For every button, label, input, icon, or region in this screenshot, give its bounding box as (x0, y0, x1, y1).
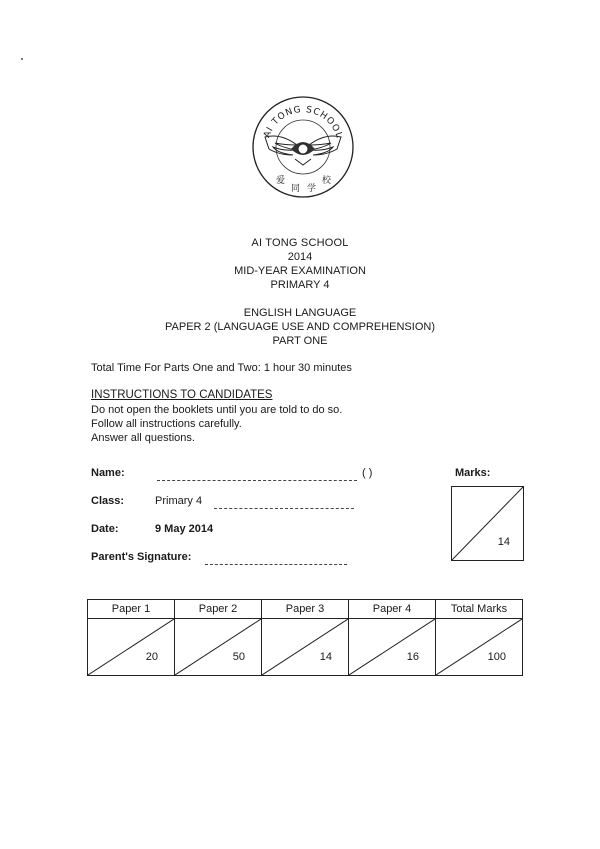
paper-2-header: Paper 2 (175, 600, 262, 619)
class-field[interactable] (214, 508, 354, 509)
instruction-line: Answer all questions. (91, 432, 195, 444)
paper-4-score-cell (349, 619, 436, 676)
total-score-cell (436, 619, 523, 676)
paper-title: PAPER 2 (LANGUAGE USE AND COMPREHENSION) (165, 321, 435, 333)
stray-mark (21, 58, 23, 60)
svg-text:校: 校 (322, 176, 332, 186)
paper-1-score-cell (88, 619, 175, 676)
paper-3-score-cell (262, 619, 349, 676)
exam-year: 2014 (287, 251, 313, 263)
instruction-line: Follow all instructions carefully. (91, 418, 242, 430)
school-crest-logo (251, 95, 355, 199)
svg-text:同: 同 (291, 184, 301, 194)
subject-title: ENGLISH LANGUAGE (243, 307, 357, 319)
marks-score: 14 (497, 536, 510, 548)
marks-diagonal (452, 487, 523, 560)
school-name: AI TONG SCHOOL (251, 237, 349, 249)
paper-4-score: 16 (406, 651, 419, 663)
paper-2-score: 50 (232, 651, 245, 663)
class-label: Class: (91, 495, 125, 507)
instructions-heading: INSTRUCTIONS TO CANDIDATES (91, 389, 273, 401)
svg-text:学: 学 (307, 184, 317, 194)
paper-1-header: Paper 1 (88, 600, 175, 619)
name-label: Name: (91, 467, 125, 479)
paper-3-header: Paper 3 (262, 600, 349, 619)
paper-4-header: Paper 4 (349, 600, 436, 619)
paper-scores-table (87, 599, 523, 676)
total-marks-header: Total Marks (436, 600, 523, 619)
exam-level: PRIMARY 4 (270, 279, 330, 291)
paper-2-score-cell (175, 619, 262, 676)
marks-box (451, 486, 524, 561)
parent-signature-label: Parent's Signature: (91, 551, 192, 563)
svg-text:爱: 爱 (276, 176, 286, 186)
total-time-note: Total Time For Parts One and Two: 1 hour 30 minutes (91, 362, 352, 374)
paper-3-score: 14 (319, 651, 332, 663)
date-value: 9 May 2014 (155, 523, 214, 535)
total-score: 100 (487, 651, 506, 663)
svg-text:AI TONG SCHOOL: AI TONG SCHOOL (262, 104, 344, 140)
marks-label: Marks: (455, 467, 491, 479)
date-label: Date: (91, 523, 119, 535)
class-value: Primary 4 (155, 495, 203, 507)
instruction-line: Do not open the booklets until you are told to do so. (91, 404, 343, 416)
paper-1-score: 20 (145, 651, 158, 663)
parent-signature-field[interactable] (205, 564, 347, 565)
name-field[interactable] (157, 480, 357, 481)
part-title: PART ONE (272, 335, 328, 347)
index-number-parentheses: ( ) (362, 467, 373, 479)
exam-title: MID-YEAR EXAMINATION (234, 265, 366, 277)
